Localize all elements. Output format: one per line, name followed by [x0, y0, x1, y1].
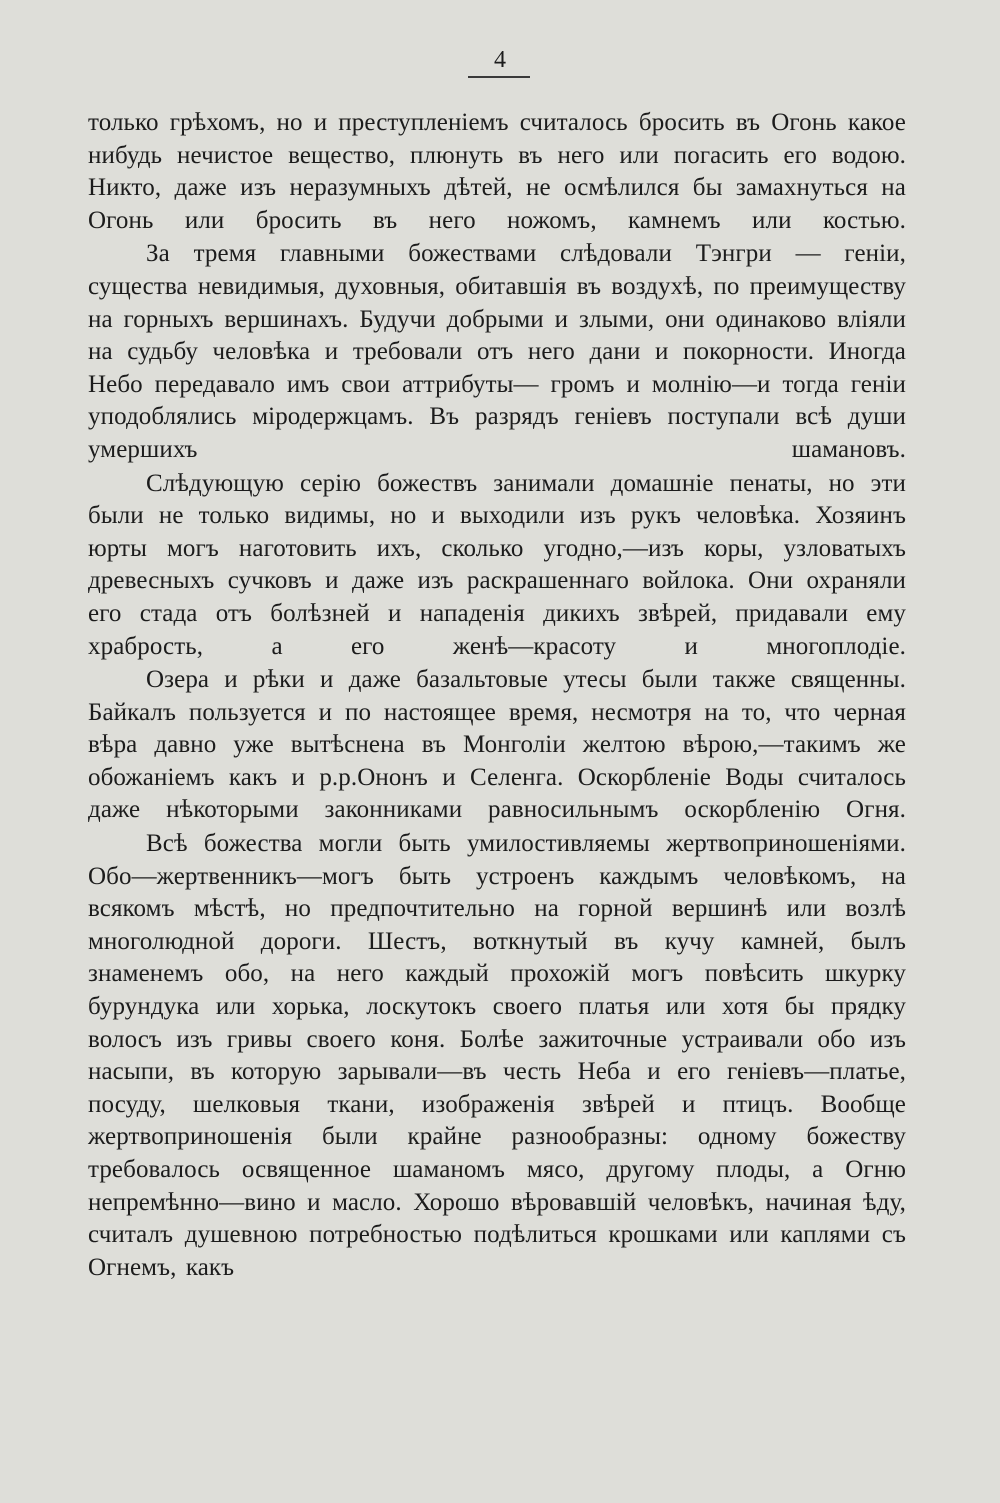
page-number-rule	[468, 76, 530, 78]
paragraph-sacred-waters: Озера и рѣки и даже базальтовые утесы были также священны. Байкалъ пользуется и по настоящее время, несмотря на то, что черная вѣра давно уже вытѣснена въ Монголіи желтою вѣрою,—такимъ же обожаніемъ какъ и р.р.Ононъ и Селенга. Оскорбленіе Воды считалось даже нѣкоторыми законниками равносильнымъ оскорбленію Огня.	[88, 666, 906, 824]
page-number: 4	[494, 47, 506, 73]
paragraph-household-penates: Слѣдующую серію божествъ занимали домашніе пенаты, но эти были не только видимы, но и выходили изъ рукъ человѣка. Хозяинъ юрты могъ наготовить ихъ, сколько угодно,—изъ коры, узловатыхъ древесныхъ сучковъ и даже изъ раскрашеннаго войлока. Они охраняли его стада отъ болѣзней и нападенія дикихъ звѣрей, придавали ему храбрость, а его женѣ—красоту и многоплодіе.	[88, 469, 906, 660]
body-text	[88, 107, 906, 1284]
paragraph-fire-taboo: только грѣхомъ, но и преступленіемъ считалось бросить въ Огонь какое нибудь нечистое вещество, плюнуть въ него или погасить его водою. Никто, даже изъ неразумныхъ дѣтей, не осмѣлился бы замахнуться на Огонь или бросить въ него ножомъ, камнемъ или костью.	[88, 109, 906, 234]
paragraph-tengri-genii: За тремя главными божествами слѣдовали Тэнгри — геніи, существа невидимыя, духовныя, обитавшія въ воздухѣ, по преимуществу на горныхъ вершинахъ. Будучи добрыми и злыми, они одинаково вліяли на судьбу человѣка и требовали отъ него дани и покорности. Иногда Небо передавало имъ свои аттрибуты— громъ и молнію—и тогда геніи уподоблялись міродержцамъ. Въ разрядъ геніевъ поступали всѣ души умершихъ шамановъ.	[88, 240, 906, 463]
paragraph-sacrifices: Всѣ божества могли быть умилостивляемы жертвоприношеніями. Обо—жертвенникъ—могъ быть устроенъ каждымъ человѣкомъ, на всякомъ мѣстѣ, но предпочтительно на горной вершинѣ или возлѣ многолюдной дороги. Шестъ, воткнутый въ кучу камней, былъ знаменемъ обо, на него каждый прохожій могъ повѣсить шкурку бурундука или хорька, лоскутокъ своего платья или хотя бы прядку волосъ изъ гривы своего коня. Болѣе зажиточные устраивали обо изъ насыпи, въ которую зарывали—въ честь Неба и его геніевъ—платье, посуду, шелковыя ткани, изображенія звѣрей и птицъ. Вообще жертвоприношенія были крайне разнообразны: одному божеству требовалось освященное шаманомъ мясо, другому плоды, а Огню непремѣнно—вино и масло. Хорошо вѣровавшій человѣкъ, начиная ѣду, считалъ душевною потребностью подѣлиться крошками или каплями съ Огнемъ, какъ	[88, 830, 906, 1281]
